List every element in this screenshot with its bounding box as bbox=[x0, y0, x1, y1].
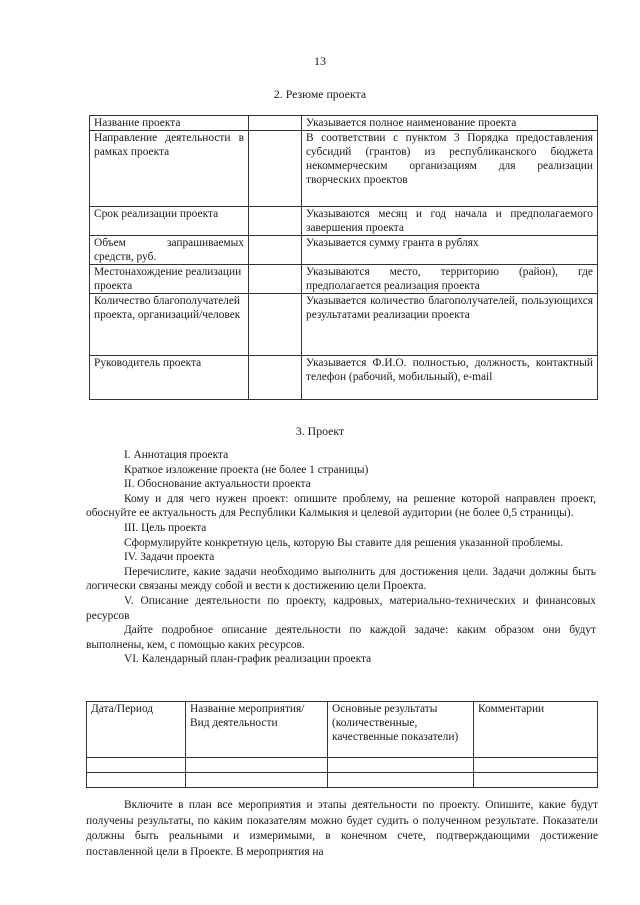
item-heading: VI. Календарный план-график реализации проекта bbox=[124, 653, 372, 666]
item-text: Сформулируйте конкретную цель, которую Вы ставите для решения указанной проблемы. bbox=[124, 536, 564, 549]
item-heading: III. Цель проекта bbox=[124, 521, 207, 534]
item-text: Перечислите, какие задачи необходимо выполнить для достижения цели. Задачи должны быть логически связаны между собой и вести к достижению цели Проекта. bbox=[86, 565, 596, 593]
row-label: Местонахождение реализации проекта bbox=[90, 265, 249, 294]
table-row bbox=[90, 236, 598, 265]
project-description bbox=[86, 448, 596, 667]
column-header: Название мероприятия/ Вид деятельности bbox=[186, 702, 328, 758]
closing-paragraph bbox=[86, 798, 598, 860]
column-header: Основные результаты (количественные, качественные показатели) bbox=[328, 702, 474, 758]
table-row bbox=[87, 773, 598, 788]
row-value: Указывается полное наименование проекта bbox=[302, 116, 598, 131]
calendar-plan-table bbox=[86, 701, 598, 788]
section-2-title: 2. Резюме проекта bbox=[273, 87, 367, 101]
table-row bbox=[90, 116, 598, 131]
row-value: Указывается количество благополучателей, пользующихся результатами реализации проекта bbox=[302, 294, 598, 356]
item-text: Краткое изложение проекта (не более 1 страницы) bbox=[124, 463, 369, 476]
closing-text: Включите в план все мероприятия и этапы деятельности по проекту. Опишите, какие будут получены результаты, по каким показателям можно будет судить о полученном результате. Показатели должны быть реальными и измеримыми, в конечном счете, подтверждающими достижение поставленной цели в Проекте. В мероприятия на bbox=[86, 799, 598, 858]
item-heading: V. Описание деятельности по проекту, кадровых, материально-технических и финансовых ресурсов bbox=[86, 594, 596, 622]
row-label: Название проекта bbox=[90, 116, 249, 131]
row-value: Указывается сумму гранта в рублях bbox=[302, 236, 598, 265]
row-label: Руководитель проекта bbox=[90, 356, 249, 400]
row-label: Количество благополучателей проекта, организаций/человек bbox=[90, 294, 249, 356]
item-text: Дайте подробное описание деятельности по каждой задаче: каким образом они будут выполнены, кем, с помощью каких ресурсов. bbox=[86, 624, 596, 651]
row-label: Срок реализации проекта bbox=[90, 207, 249, 236]
row-label: Объем запрашиваемых средств, руб. bbox=[90, 236, 249, 265]
table-row bbox=[90, 207, 598, 236]
row-value: Указываются место, территорию (район), где предполагается реализация проекта bbox=[302, 265, 598, 294]
table-row bbox=[90, 131, 598, 207]
table-row bbox=[90, 294, 598, 356]
item-heading: I. Аннотация проекта bbox=[124, 449, 229, 461]
row-value: Указывается Ф.И.О. полностью, должность, контактный телефон (рабочий, мобильный), e-mail bbox=[302, 356, 598, 400]
item-heading: II. Обоснование актуальности проекта bbox=[124, 478, 311, 491]
row-value: Указываются месяц и год начала и предполагаемого завершения проекта bbox=[302, 207, 598, 236]
item-text: Кому и для чего нужен проект: опишите проблему, на решение которой направлен проект, обоснуйте ее актуальность для Республики Калмыкия и целевой аудитории (не более 0,5 страницы). bbox=[86, 492, 596, 520]
table-header-row bbox=[87, 702, 598, 758]
column-header: Комментарии bbox=[474, 702, 598, 758]
table-row bbox=[87, 758, 598, 773]
section-3-title: 3. Проект bbox=[295, 424, 345, 438]
row-value: В соответствии с пунктом 3 Порядка предоставления субсидий (грантов) из республиканского бюджета некоммерческим организациям для реализации творческих проектов bbox=[302, 131, 598, 207]
row-label: Направление деятельности в рамках проекта bbox=[90, 131, 249, 207]
item-heading: IV. Задачи проекта bbox=[124, 551, 215, 564]
page-number: 13 bbox=[314, 54, 326, 68]
resume-table bbox=[89, 115, 598, 400]
column-header: Дата/Период bbox=[87, 702, 186, 758]
table-row bbox=[90, 265, 598, 294]
table-row bbox=[90, 356, 598, 400]
